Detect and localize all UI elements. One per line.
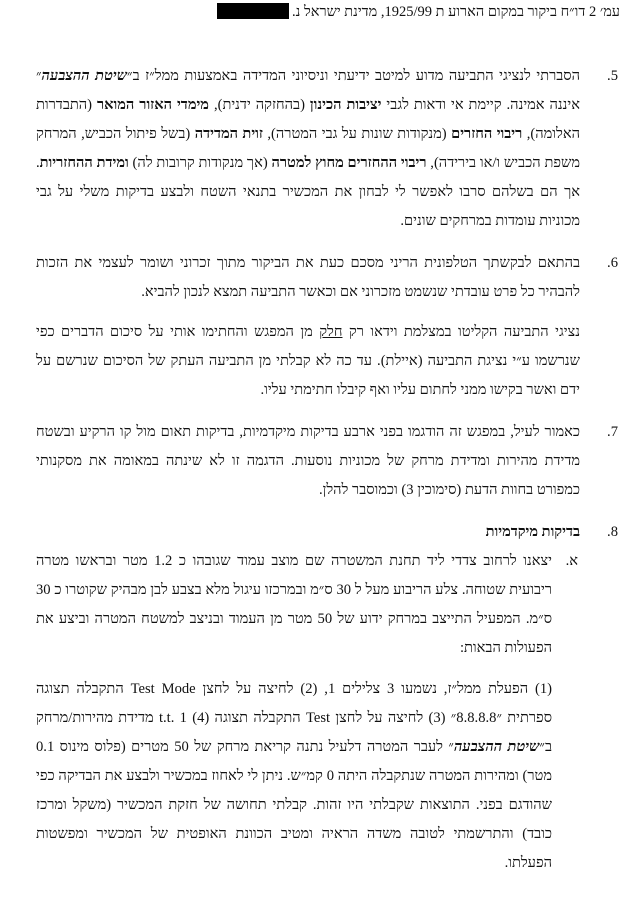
- paragraph-6-continued: נציגי התביעה הקליטו במצלמת וידאו רק חלק מן המפגש והחתימו אותי על סיכום הדברים כפי שנרשמו ע״י נציגת התביעה (איילת). עד כה לא קבלתי מן התביעה העתק של הסיכום שנרשם על ידם ואשר בקישו ממני לחתום עליו ואף קיבלו חתימתי עליו.: [36, 324, 580, 398]
- paragraph-5: 5. הסברתי לנציגי התביעה מדוע למיטב ידיעתי וניסיוני המדידה באמצעות ממל״ז ב״שיטת ההצבעה״ איננה אמינה. קיימת אי ודאות לגבי יציבות הכינון (בהחזקה ידנית), מימדי האזור המואר (התבדרות האלומה), ריבוי החזרים (מנקודות שונות על גבי המטרה), זוית המדידה (בשל פיתול הכביש, המרחק משפת הכביש ו/או בירידה), ריבוי ההחזרים מחוץ למטרה (אך מנקודות קרובות לה) ומידת ההחזריות. אך הם בשלהם סרבו לאפשר לי לבחון את המכשיר בתנאי השטח ולבצע בדיקות משלי על גבי מכוניות עומדות במרחקים שונים.: [36, 62, 618, 236]
- paragraph-number: 6.: [607, 255, 618, 271]
- paragraph-6: 6. בהתאם לבקשתך הטלפונית הריני מסכם כעת את הביקור מתוך זכרוני ושומר לעצמי את הזכות להבהיר כל פרט עובדתי שנשמט מזכרוני אם וכאשר התביעה תמצא לנכון להביא.: [36, 249, 618, 307]
- subsection-a: א. יצאנו לרחוב צדדי ליד תחנת המשטרה שם מוצב עמוד שגובהו כ 1.2 מטר ובראשו מטרה ריבועית שטוחה. צלע הריבוע מעל ל 30 ס״מ ובמרכזו עיגול מלא בצבע לבן מבהיק שקוטרו כ 30 ס״מ. המפעיל התייצב במרחק ידוע של 50 מטר מן העמוד ובניצב למשטח המטרה וביצע את הפעולות הבאות:: [36, 547, 580, 663]
- document-body: [36, 62, 618, 891]
- subsection-number: א.: [565, 553, 578, 569]
- steps-paragraph: (1) הפעלת ממל״ז, נשמעו 3 צלילים 1, (2) לחיצה על לחצן Test Mode התקבלה תצוגה ספרתית ״8.8.8.8״ (3) לחיצה על לחצן Test התקבלה תצוגה t.t. 1 (4) מדידת מהירות/מרחק ב״שיטת ההצבעה״ לעבר המטרה דלעיל נתנה קריאת מרחק של 50 מטרים (פלוס מינוס 0.1 מטר) ומהירות המטרה שנתקבלה היתה 0 קמ״ש. ניתן לי לאחוז במכשיר ולבצע את הבדיקה כפי שהודגם בפני. התוצאות שקבלתי היו זהות. קבלתי תחושה של חזקת המכשיר (משקל ומרכז כובד) והתרשמתי לטובה משדה הראיה ומטיב הכוונת האופטית של המכשיר ומפשטות הפעלתו.: [36, 681, 553, 871]
- paragraph-number: 7.: [607, 424, 618, 440]
- header-text: עמ׳ 2 דו״ח ביקור במקום הארוע ת 1925/99, מדינת ישראל נ.: [292, 4, 620, 20]
- paragraph-number: 5.: [607, 68, 618, 84]
- section-heading: בדיקות מיקדמיות: [485, 524, 580, 540]
- paragraph-8: [36, 518, 618, 878]
- paragraph-number: 8.: [607, 524, 618, 540]
- page-header: [16, 3, 620, 23]
- paragraph-7: 7. כאמור לעיל, במפגש זה הודגמו בפני ארבע בדיקות מיקדמיות, בדיקות תאום מול קו הרקיע ובשטח מדידת מהירות ומדידת מרחק של מכוניות נוסעות. הדגמה זו לא שינתה במאומה את מסקנותי כמפורט בחוות הדעת (סימוכין 3) וכמוסבר להלן.: [36, 418, 618, 505]
- redaction-box: [217, 3, 289, 19]
